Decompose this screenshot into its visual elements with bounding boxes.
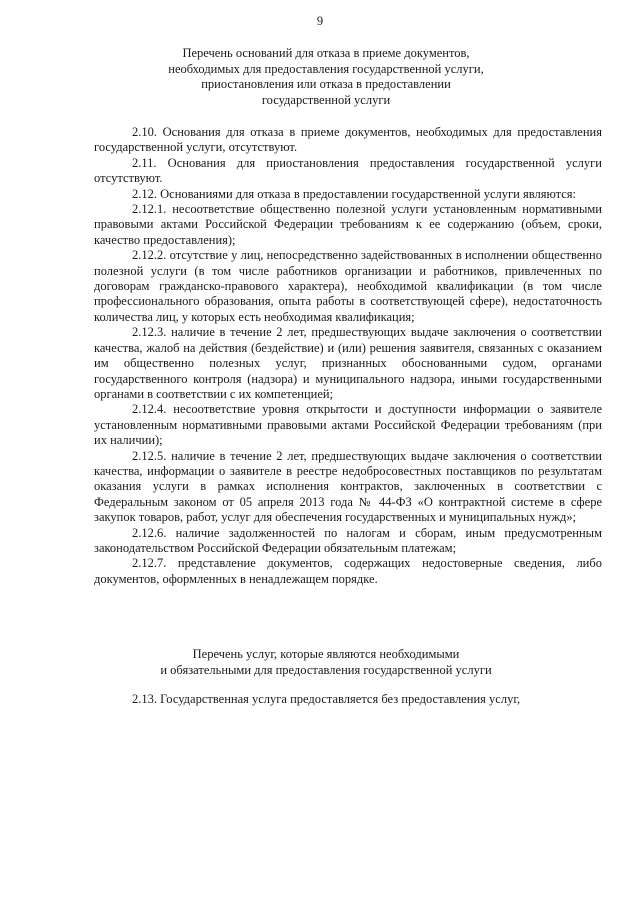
paragraph-2-12-5: 2.12.5. наличие в течение 2 лет, предшествующих выдаче заключения о соответствии качества, информации о заявителе в реестре недобросовестных поставщиков по результатам оказания услуги в рамках исполнения контрактов, заключенных в соответствии с Федеральным законом от 05 апреля 2013 года № 44-ФЗ «О контрактной системе в сфере закупок товаров, работ, услуг для обеспечения государственных и муниципальных нужд»; xyxy=(94,448,602,525)
paragraph-2-12-4: 2.12.4. несоответствие уровня открытости и доступности информации о заявителе установленным нормативными правовыми актами Российской Федерации требованиям (при их наличии); xyxy=(94,402,602,448)
paragraph-2-10: 2.10. Основания для отказа в приеме документов, необходимых для предоставления государственной услуги, отсутствуют. xyxy=(94,125,602,155)
section-heading-refusal-grounds xyxy=(92,46,560,108)
heading-line: Перечень оснований для отказа в приеме документов, xyxy=(182,46,470,60)
section-heading-required-services xyxy=(92,647,560,678)
heading-line: и обязательными для предоставления государственной услуги xyxy=(160,662,492,677)
paragraph-2-12-1: 2.12.1. несоответствие общественно полезной услуги установленным нормативными правовыми актами Российской Федерации требованиям к ее содержанию (объем, сроки, качество предоставления); xyxy=(94,202,602,247)
paragraph-2-11: 2.11. Основания для приостановления предоставления государственной услуги отсутствуют. xyxy=(94,155,602,186)
heading-line: необходимых для предоставления государственной услуги, xyxy=(168,61,484,76)
required-services-body xyxy=(94,692,602,707)
paragraph-2-12-7: 2.12.7. представление документов, содержащих недостоверные сведения, либо документов, оформленных в ненадлежащем порядке. xyxy=(94,556,602,586)
paragraph-2-12-2: 2.12.2. отсутствие у лиц, непосредственно задействованных в исполнении общественно полезной услуги (в том числе работников организации и работников, привлеченных по договорам гражданско-правового характера), необходимой квалификации (в том числе профессионального образования, опыта работы в соответствующей сфере), недостаточность количества лиц, у которых есть необходимая квалификация; xyxy=(94,248,602,324)
paragraph-2-12: 2.12. Основаниями для отказа в предоставлении государственной услуги являются: xyxy=(132,186,577,201)
heading-line: Перечень услуг, которые являются необходимыми xyxy=(192,647,460,661)
page-number: 9 xyxy=(316,14,324,28)
paragraph-2-12-6: 2.12.6. наличие задолженностей по налогам и сборам, иным предусмотренным законодательством Российской Федерации обязательным платежам; xyxy=(94,525,602,555)
heading-line: государственной услуги xyxy=(261,92,391,107)
refusal-grounds-body xyxy=(94,125,602,587)
paragraph-2-12-3: 2.12.3. наличие в течение 2 лет, предшествующих выдаче заключения о соответствии качества, жалоб на действия (бездействие) и (или) решения заявителя, связанных с оказанием им общественно полезных услуг, признанных обоснованными судом, органами государственного контроля (надзора) и муниципального надзора, иными государственными органами в соответствии с их компетенцией; xyxy=(94,325,602,401)
paragraph-2-13: 2.13. Государственная услуга предоставляется без предоставления услуг, xyxy=(132,692,521,706)
heading-line: приостановления или отказа в предоставлении xyxy=(201,77,451,91)
